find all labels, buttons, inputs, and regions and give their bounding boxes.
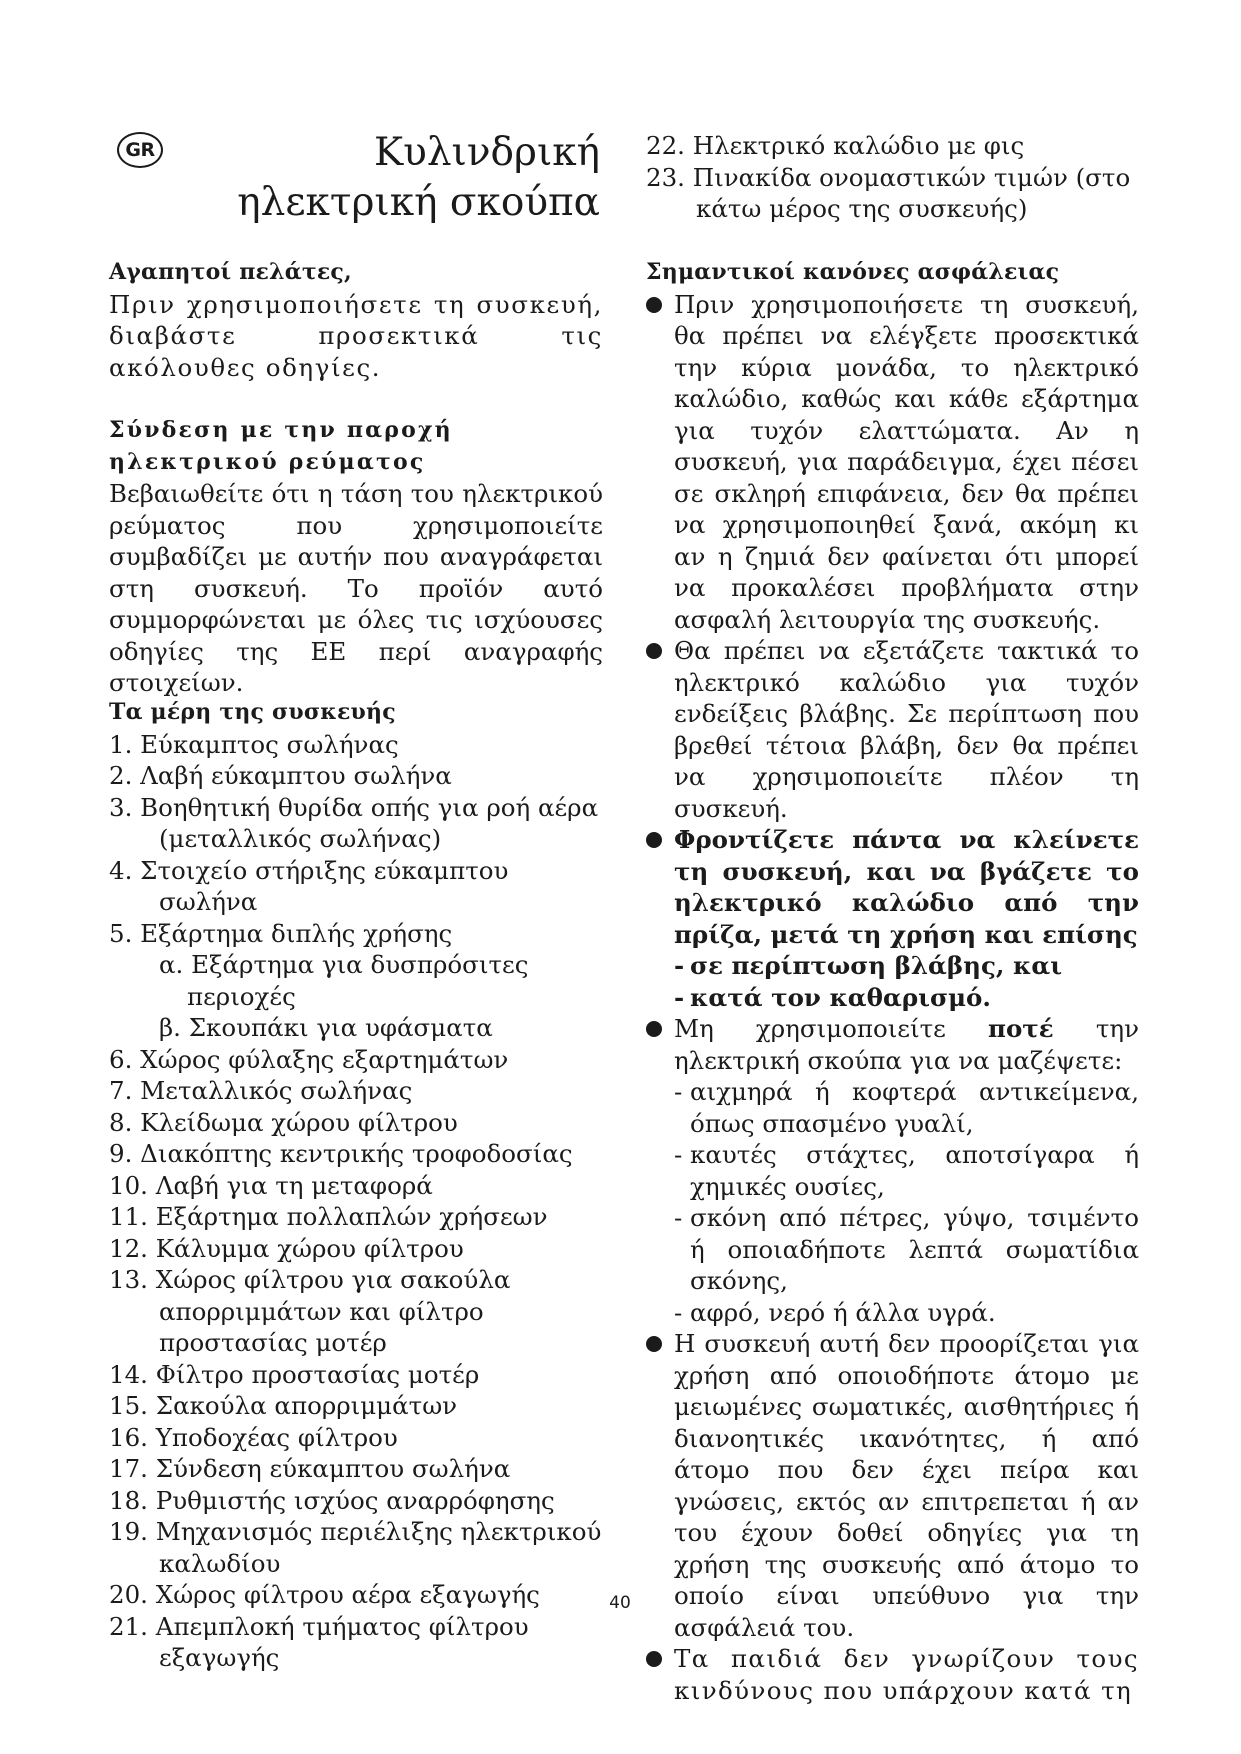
safety-bullet: Μη χρησιμοποιείτε ποτέ την ηλεκτρική σκούπα για να μαζέψετε: - αιχμηρά ή κοφτερά αντικείμενα, όπως σπασμένο γυαλί, - καυτές στάχτες, αποτσίγαρα ή χημικές ουσίες, - σκόνη από πέτρες, γύψο, τσιμέντο ή οποιαδήποτε λεπτά σωματίδια σκόνης, - αφρό, νερό ή άλλα υγρά. <box>646 1013 1139 1328</box>
list-item: - σκόνη από πέτρες, γύψο, τσιμέντο ή οποιαδήποτε λεπτά σωματίδια σκόνης, <box>674 1203 1139 1295</box>
list-item: 1. Εύκαμπτος σωλήνας <box>109 729 399 759</box>
parts-heading: Τα μέρη της συσκευής <box>109 699 396 725</box>
safety-bullet: Τα παιδιά δεν γνωρίζουν τους κινδύνους που υπάρχουν κατά τη <box>646 1643 1139 1706</box>
greeting-text: Πριν χρησιμοποιήσετε τη συσκευή, διαβάστε προσεκτικά τις ακόλουθες οδηγίες. <box>109 289 603 382</box>
list-item: - σε περίπτωση βλάβης, και <box>674 951 1063 980</box>
list-item: 9. Διακόπτης κεντρικής τροφοδοσίας <box>109 1139 573 1168</box>
page-number: 40 <box>609 1593 631 1613</box>
list-item: 14. Φίλτρο προστασίας μοτέρ <box>109 1359 480 1389</box>
list-item: 12. Κάλυμμα χώρου φίλτρου <box>109 1233 464 1263</box>
list-item: 21. Απεμπλοκή τμήματος φίλτρου εξαγωγής <box>109 1611 529 1672</box>
list-item: α. Εξάρτημα για δυσπρόσιτες περιοχές <box>159 950 529 1011</box>
list-item: 13. Χώρος φίλτρου για σακούλα απορριμμάτων και φίλτρο προστασίας μοτέρ <box>109 1265 511 1357</box>
bullet-icon <box>646 832 662 848</box>
safety-bullet: Θα πρέπει να εξετάζετε τακτικά το ηλεκτρικό καλώδιο για τυχόν ενδείξεις βλάβης. Σε περίπτωση που βρεθεί τέτοια βλάβη, δεν θα πρέπει να χρησιμοποιείτε πλέον τη συσκευή. <box>646 635 1139 824</box>
list-item: 6. Χώρος φύλαξης εξαρτημάτων <box>109 1044 509 1074</box>
greeting-heading: Αγαπητοί πελάτες, <box>109 259 352 285</box>
safety-sublist <box>674 950 1139 1013</box>
power-heading: Σύνδεση με την παροχή ηλεκτρικού ρεύματος <box>109 417 453 475</box>
parts-section <box>109 697 603 1674</box>
list-item: 8. Κλείδωμα χώρου φίλτρου <box>109 1107 458 1137</box>
bullet-icon <box>646 643 662 659</box>
list-item: - καυτές στάχτες, αποτσίγαρα ή χημικές ουσίες, <box>674 1140 1139 1201</box>
power-text: Βεβαιωθείτε ότι η τάση του ηλεκτρικού ρεύματος που χρησιμοποιείτε συμβαδίζει με αυτήν που αναγράφεται στη συσκευή. Το προϊόν αυτό συμμορφώνεται με όλες τις ισχύουσες οδηγίες της ΕΕ περί αναγραφής στοιχείων. <box>109 479 603 697</box>
list-item: - κατά τον καθαρισμό. <box>674 982 991 1012</box>
emphasis-never: ποτέ <box>988 1014 1054 1043</box>
parts-list-right <box>646 130 1139 225</box>
list-item: 2. Λαβή εύκαμπτου σωλήνα <box>109 761 452 790</box>
list-item: 16. Υποδοχέας φίλτρου <box>109 1422 398 1452</box>
list-item: β. Σκουπάκι για υφάσματα <box>159 1013 493 1042</box>
list-item: 3. Βοηθητική θυρίδα οπής για ροή αέρα (μεταλλικός σωλήνας) <box>109 792 599 853</box>
list-item: 22. Ηλεκτρικό καλώδιο με φις <box>646 131 1025 160</box>
list-item: - αιχμηρά ή κοφτερά αντικείμενα, όπως σπασμένο γυαλί, <box>674 1077 1139 1138</box>
list-item: 10. Λαβή για τη μεταφορά <box>109 1170 433 1200</box>
language-badge: GR <box>117 132 163 168</box>
safety-sublist <box>674 1076 1139 1328</box>
parts-sublist <box>109 949 603 1044</box>
list-item: 5. Εξάρτημα διπλής χρήσης <box>109 918 453 948</box>
list-item: 17. Σύνδεση εύκαμπτου σωλήνα <box>109 1454 511 1483</box>
bullet-icon <box>646 1336 662 1352</box>
safety-heading: Σημαντικοί κανόνες ασφάλειας <box>646 259 1060 285</box>
bullet-icon <box>646 297 662 313</box>
page-title: Κυλινδρική ηλεκτρική σκούπα <box>237 130 600 225</box>
list-item: - αφρό, νερό ή άλλα υγρά. <box>674 1297 996 1327</box>
parts-list-continued <box>109 1044 603 1674</box>
greeting-section <box>109 257 603 383</box>
list-item: 11. Εξάρτημα πολλαπλών χρήσεων <box>109 1202 548 1231</box>
list-item: 19. Μηχανισμός περιέλιξης ηλεκτρικού καλωδίου <box>109 1517 602 1578</box>
bullet-icon <box>646 1651 662 1667</box>
bullet-icon <box>646 1021 662 1037</box>
list-item: 23. Πινακίδα ονομαστικών τιμών (στο κάτω μέρος της συσκευής) <box>646 162 1131 223</box>
parts-list <box>109 729 603 950</box>
safety-bullet: Η συσκευή αυτή δεν προορίζεται για χρήση από οποιοδήποτε άτομο με μειωμένες σωματικές, αισθητήριες ή διανοητικές ικανότητες, ή από άτομο που δεν έχει πείρα και γνώσεις, εκτός αν επιτρεπεται ή αν του έχουν δοθεί οδηγίες για τη χρήση της συσκευής από άτομο το οποίο είναι υπεύθυνο για την ασφάλειά του. <box>646 1328 1139 1643</box>
list-item: 18. Ρυθμιστής ισχύος αναρρόφησης <box>109 1485 555 1515</box>
list-item: 4. Στοιχείο στήριξης εύκαμπτου σωλήνα <box>109 855 509 916</box>
list-item: 20. Χώρος φίλτρου αέρα εξαγωγής <box>109 1580 540 1609</box>
power-section <box>109 415 603 699</box>
safety-section <box>646 257 1139 1706</box>
safety-bullet: Φροντίζετε πάντα να κλείνετε τη συσκευή, και να βγάζετε το ηλεκτρικό καλώδιο από την πρίζα, μετά τη χρήση και επίσης - σε περίπτωση βλάβης, και - κατά τον καθαρισμό. <box>646 824 1139 1013</box>
list-item: 7. Μεταλλικός σωλήνας <box>109 1076 413 1105</box>
list-item: 15. Σακούλα απορριμμάτων <box>109 1391 458 1420</box>
safety-bullet: Πριν χρησιμοποιήσετε τη συσκευή, θα πρέπει να ελέγξετε προσεκτικά την κύρια μονάδα, το ηλεκτρικό καλώδιο, καθώς και κάθε εξάρτημα για τυχόν ελαττώματα. Αν η συσκευή, για παράδειγμα, έχει πέσει σε σκληρή επιφάνεια, δεν θα πρέπει να χρησιμοποιηθεί ξανά, ακόμη κι αν η ζημιά δεν φαίνεται ότι μπορεί να προκαλέσει προβλήματα στην ασφαλή λειτουργία της συσκευής. <box>646 289 1139 636</box>
